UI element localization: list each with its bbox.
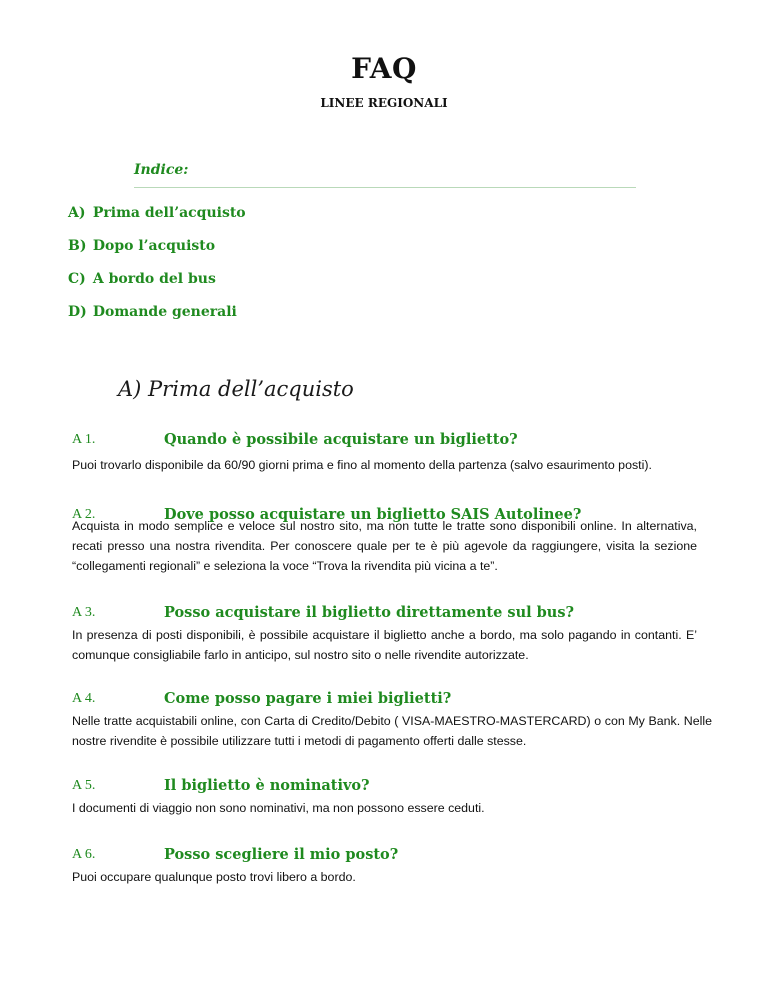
faq-answer-block <box>72 516 697 576</box>
faq-answer: Nelle tratte acquistabili online, con Carta di Credito/Debito ( VISA-MAESTRO-MASTERCARD) o con My Bank. Nelle nostre rivendite è possibile utilizzare tutti i metodi di pagamento offerti dalle stesse. <box>72 714 712 748</box>
faq-answer: Puoi trovarlo disponibile da 60/90 giorni prima e fino al momento della partenza (salvo esaurimento posti). <box>72 458 652 472</box>
faq-answer-block <box>72 711 712 751</box>
faq-question: Posso scegliere il mio posto? <box>164 846 399 863</box>
toc-letter: A) <box>68 205 86 221</box>
section-title: A) Prima dell’acquisto <box>118 377 354 401</box>
faq-item <box>72 432 697 456</box>
faq-answer: I documenti di viaggio non sono nominativi, ma non possono essere ceduti. <box>72 801 485 815</box>
faq-answer: In presenza di posti disponibili, è possibile acquistare il biglietto anche a bordo, ma solo pagando in contanti. E’ comunque consigliabile farlo in anticipo, sul nostro sito o nelle rivendite autorizzate. <box>72 628 697 662</box>
faq-number: A 3. <box>72 605 96 620</box>
faq-number: A 2. <box>72 507 96 522</box>
toc-label: Dopo l’acquisto <box>92 238 216 254</box>
faq-answer-block <box>72 455 712 475</box>
faq-question: Dove posso acquistare un biglietto SAIS Autolinee? <box>164 506 582 523</box>
faq-answer-block <box>72 867 712 887</box>
toc-letter: C) <box>68 271 86 287</box>
faq-answer-block <box>72 625 697 665</box>
faq-number: A 6. <box>72 847 96 862</box>
toc-letter: D) <box>68 304 87 320</box>
faq-number: A 5. <box>72 778 96 793</box>
toc-letter: B) <box>68 238 87 254</box>
faq-question: Come posso pagare i miei biglietti? <box>164 690 452 707</box>
faq-question: Il biglietto è nominativo? <box>164 777 370 794</box>
faq-answer-block <box>72 798 712 818</box>
toc-item-dopo-acquisto[interactable] <box>68 238 246 271</box>
faq-number: A 4. <box>72 691 96 706</box>
index-label: Indice: <box>134 162 189 178</box>
toc-item-a-bordo[interactable] <box>68 271 246 304</box>
faq-question: Quando è possibile acquistare un biglietto? <box>164 431 518 448</box>
table-of-contents <box>68 205 246 337</box>
faq-answer: Acquista in modo semplice e veloce sul nostro sito, ma non tutte le tratte sono disponibili online. In alternativa, recati presso una nostra rivendita. Per conoscere quale per te è più agevole da raggiungere, visita la sezione “collegamenti regionali” e seleziona la voce “Trova la rivendita più vicina a te”. <box>72 519 697 573</box>
faq-number: A 1. <box>72 432 96 447</box>
page-title: FAQ <box>351 52 417 85</box>
toc-label: Domande generali <box>92 304 237 320</box>
faq-answer: Puoi occupare qualunque posto trovi libero a bordo. <box>72 870 356 884</box>
toc-label: Prima dell’acquisto <box>92 205 246 221</box>
page-subtitle: LINEE REGIONALI <box>320 96 448 110</box>
toc-item-domande-generali[interactable] <box>68 304 246 337</box>
toc-label: A bordo del bus <box>92 271 216 287</box>
toc-item-prima-acquisto[interactable] <box>68 205 246 238</box>
index-divider <box>134 187 636 188</box>
faq-question: Posso acquistare il biglietto direttamente sul bus? <box>164 604 575 621</box>
faq-question-row <box>72 432 697 456</box>
